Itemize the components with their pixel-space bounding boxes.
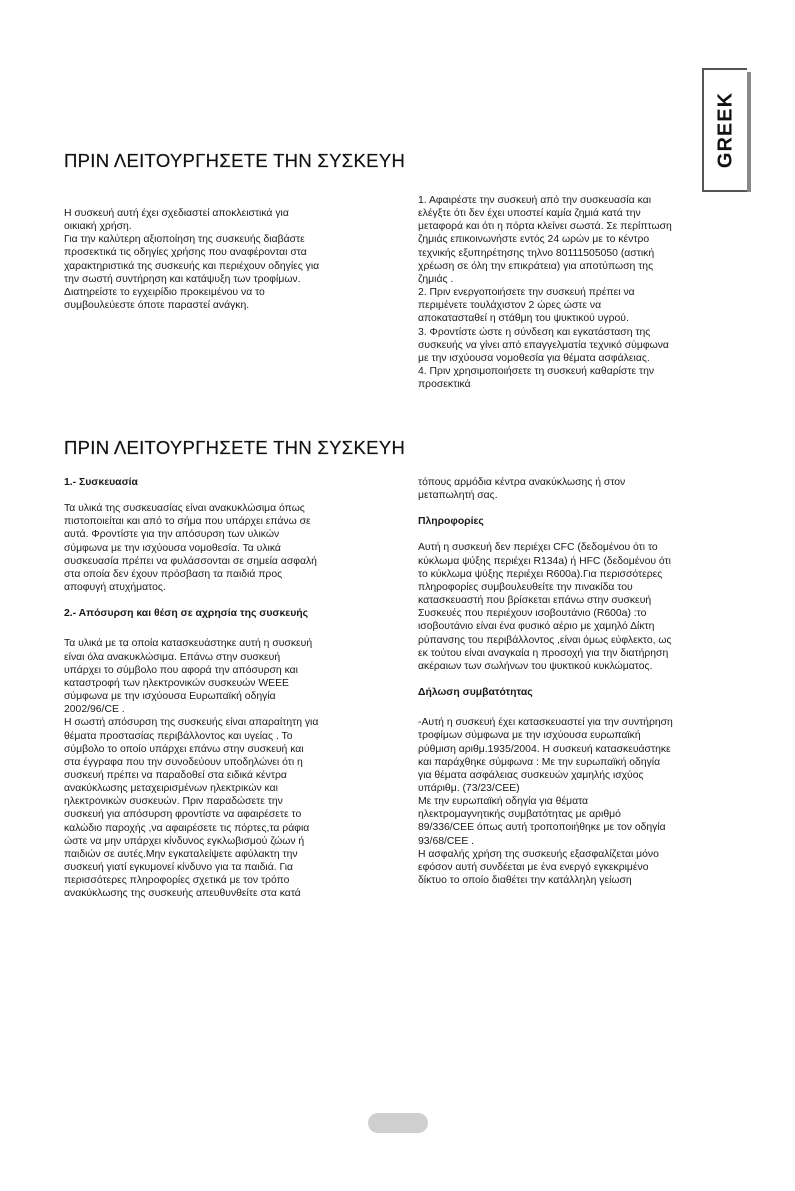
text-line: συσκευασία πρέπει να φυλάσσονται σε σημεία ασφαλή — [64, 555, 317, 567]
text-line: ελέγξτε ότι δεν έχει υποστεί καμία ζημιά κατά την — [418, 208, 641, 220]
text-line: Με την ευρωπαϊκή οδηγία για θέματα — [418, 796, 589, 808]
text-line: Η ασφαλής χρήση της συσκευής εξασφαλίζεται μόνο — [418, 848, 659, 860]
text-line: 2002/96/CE . — [64, 704, 125, 716]
text-line: κύκλωμα ψύξης περιέχει R134a) ή HFC (δεδομένου ότι — [418, 555, 671, 567]
conformity-heading: Δήλωση συμβατότητας — [418, 687, 533, 699]
text-line: προσεκτικά τις οδηγίες χρήσης που αναφέρονται στα — [64, 247, 307, 259]
section1-title: ΠΡΙΝ ΛΕΙΤΟΥΡΓΗΣΕΤΕ ΤΗΝ ΣΥΣΚΕΥΗ — [64, 150, 406, 171]
text-line: συμβουλεύεστε όποτε παραστεί ανάγκη. — [64, 300, 250, 312]
text-line: ανακύκλωσης της συσκευής απευθυνθείτε στα κατά — [64, 888, 301, 900]
section1-steps-text — [418, 194, 718, 391]
text-line: αποφυγή ατυχήματος. — [64, 582, 166, 594]
text-line: σύμφωνα με την ισχύουσα νομοθεσία. Τα υλικά — [64, 542, 281, 554]
text-line: Διατηρείστε το εγχειρίδιο προκειμένου να το — [64, 286, 265, 298]
text-line: σύμβολο το οποίο υπάρχει επάνω στην συσκευή και — [64, 743, 304, 755]
text-line: πληροφορίες συμβουλευθείτε την πινακίδα του — [418, 581, 633, 593]
text-line: καταστροφή των ηλεκτρονικών συσκευών WEEE — [64, 677, 289, 689]
text-line: Τα υλικά με τα οποία κατασκευάστηκε αυτή η συσκευή — [64, 638, 313, 650]
language-tab-label: GREEK — [714, 91, 736, 169]
information-heading: Πληροφορίες — [418, 516, 484, 528]
text-line: 2. Πριν ενεργοποιήσετε την συσκευή πρέπει να — [418, 287, 635, 299]
text-line: χαρακτηριστικά της συσκευής και περιέχουν οδηγίες για — [64, 260, 320, 272]
text-line: περιμένετε τουλάχιστον 2 ώρες ώστε να — [418, 300, 602, 312]
text-line: ρύπανσης του περιβάλλοντος ,είναι όμως εύφλεκτο, ως — [418, 634, 672, 646]
text-line: κατασκευαστή που βρίσκεται επάνω στην συσκευή — [418, 595, 652, 607]
text-line: αποκατασταθεί η στάθμη του ψυκτικού υγρού. — [418, 313, 629, 325]
text-line: μεταφορά και ότι η πόρτα κλείνει σωστά. Σε περίπτωση — [418, 221, 672, 233]
text-line: συσκευής να γίνει από επαγγελματία τεχνικό σύμφωνα — [418, 339, 669, 351]
text-line: συσκευή για απόσυρση φροντίστε να αφαιρέσετε το — [64, 809, 302, 821]
text-line: Η σωστή απόσυρση της συσκευής είναι απαραίτητη για — [64, 717, 319, 729]
text-line: Για την καλύτερη αξιοποίηση της συσκευής διαβάστε — [64, 234, 305, 246]
text-line: αυτά. Φροντίστε για την απόσυρση των υλικών — [64, 529, 280, 541]
text-line: ώστε να μην υπάρχει κίνδυνος εγκλωβισμού ζώων ή — [64, 835, 305, 847]
text-line: πιστοποιείται και από το σήμα που υπάρχει επάνω σε — [64, 516, 311, 528]
text-line: 1. Αφαιρέστε την συσκευή από την συσκευασία και — [418, 195, 652, 206]
text-line: ανακύκλωσης μεταχειρισμένων ηλεκτρικών και — [64, 783, 278, 795]
text-line: εκ τούτου είναι αναγκαία η προσοχή για την διατήρηση — [418, 647, 669, 659]
text-line: με την ισχύουσα νομοθεσία για θέματα ασφάλειας. — [418, 352, 650, 364]
text-line: ζημιάς . — [418, 273, 454, 285]
text-line: 93/68/CEE . — [418, 835, 475, 847]
text-line: την σωστή συντήρηση και κατάψυξη των τροφίμων. — [64, 273, 301, 285]
text-line: σύμφωνα με την ισχύουσα Ευρωπαϊκή οδηγία — [64, 691, 276, 703]
page-number-pill — [368, 1113, 428, 1133]
text-line: περισσότερες πληροφορίες σχετικά με τον τρόπο — [64, 875, 290, 887]
text-line: στα οποία δεν έχουν πρόσβαση τα παιδιά προς — [64, 568, 283, 580]
text-line: Συσκευές που περιέχουν ισοβουτάνιο (R600a) :το — [418, 608, 647, 620]
text-line: για θέματα ασφάλειας συσκευών χαμηλής ισχύος — [418, 769, 644, 781]
text-line: στα έγγραφα που την συνοδεύουν υποδηλώνει ότι η — [64, 756, 303, 768]
text-line: 3. Φροντίστε ώστε η σύνδεση και εγκατάσταση της — [418, 326, 651, 338]
text-line: ρύθμιση αριθμ.1935/2004. Η συσκευή κατασκευάστηκε — [418, 743, 671, 755]
text-line: και παράχθηκε σύμφωνα : Με την ευρωπαϊκή οδηγία — [418, 756, 661, 768]
packaging-heading: 1.- Συσκευασία — [64, 477, 138, 488]
language-tab-shadow — [747, 72, 751, 192]
section2-left-column — [64, 476, 384, 901]
text-line: τεχνικής εξυπηρέτησης τηλνο 80111505050 (αστική — [418, 247, 655, 259]
text-line: οικιακή χρήση. — [64, 221, 132, 233]
text-line: δίκτυο το οποίο διαθέτει την κατάλληλη γείωση — [418, 875, 632, 887]
text-line: είναι όλα ανακυκλώσιμα. Επάνω στην συσκευή — [64, 651, 281, 663]
text-line: τροφίμων σύμφωνα με την ισχύουσα ευρωπαϊκή — [418, 730, 641, 742]
disposal-heading: 2.- Απόσυρση και θέση σε αχρησία της συσκευής — [64, 608, 309, 620]
text-line: ισοβουτάνιο είναι ένα φυσικό αέριο με χαμηλό Δίκτη — [418, 621, 655, 633]
text-line: υπάριθμ. (73/23/CEE) — [418, 782, 520, 794]
language-tab — [702, 68, 747, 192]
text-line: ηλεκτρονικών συσκευών. Πριν παραδώσετε την — [64, 796, 283, 808]
section2-right-column — [418, 476, 718, 887]
text-line: -Αυτή η συσκευή έχει κατασκευαστεί για την συντήρηση — [418, 717, 673, 729]
text-line: μεταπωλητή σας. — [418, 490, 498, 502]
section2-title: ΠΡΙΝ ΛΕΙΤΟΥΡΓΗΣΕΤΕ ΤΗΝ ΣΥΣΚΕΥΗ — [64, 437, 406, 458]
text-line: χρέωση σε όλη την επικράτεια) για αποτύπωση της — [418, 260, 654, 272]
text-line: εφόσον αυτή συνδέεται με ένα ενεργό εγκεκριμένο — [418, 861, 649, 873]
text-line: θέματα προστασίας περιβάλλοντος και υγείας . Το — [64, 730, 293, 742]
text-line: ακέραιων των σωλήνων του ψυκτικού κυκλώματος. — [418, 660, 653, 672]
text-line: Αυτή η συσκευή δεν περιέχει CFC (δεδομένου ότι το — [418, 542, 658, 554]
text-line: 4. Πριν χρησιμοποιήσετε τη συσκευή καθαρίστε την — [418, 366, 655, 378]
text-line: Τα υλικά της συσκευασίας είναι ανακυκλώσιμα όπως — [64, 503, 305, 515]
text-line: προσεκτικά — [418, 379, 471, 391]
text-line: συσκευή πρέπει να παραδοθεί στα ειδικά κέντρα — [64, 769, 287, 781]
text-line: παιδιών σε αυτές.Μην εγκαταλείψετε αφύλακτη την — [64, 848, 298, 860]
text-line: ηλεκτρομαγνητικής συμβατότητας με αριθμό — [418, 809, 621, 821]
text-line: καλώδιο παροχής ,να αφαιρέσετε τις πόρτες,τα ράφια — [64, 822, 310, 834]
text-line: υπάρχει το σύμβολο που αφορά την απόσυρση και — [64, 664, 298, 676]
text-line: το κύκλωμα ψύξης περιέχει R600a).Για περισσότερες — [418, 568, 663, 580]
section1-intro-text — [64, 207, 384, 312]
text-line: τόπους αρμόδια κέντρα ανακύκλωσης ή στον — [418, 477, 626, 488]
text-line: συσκευή γιατί εγκυμονεί κίνδυνο για τα παιδιά. Για — [64, 862, 294, 874]
text-line: ζημιάς επικοινωνήστε εντός 24 ωρών με το κέντρο — [418, 234, 650, 246]
text-line: Η συσκευή αυτή έχει σχεδιαστεί αποκλειστικά για — [64, 208, 289, 219]
text-line: 89/336/CEE όπως αυτή τροποποιήθηκε με τον οδηγία — [418, 822, 666, 834]
